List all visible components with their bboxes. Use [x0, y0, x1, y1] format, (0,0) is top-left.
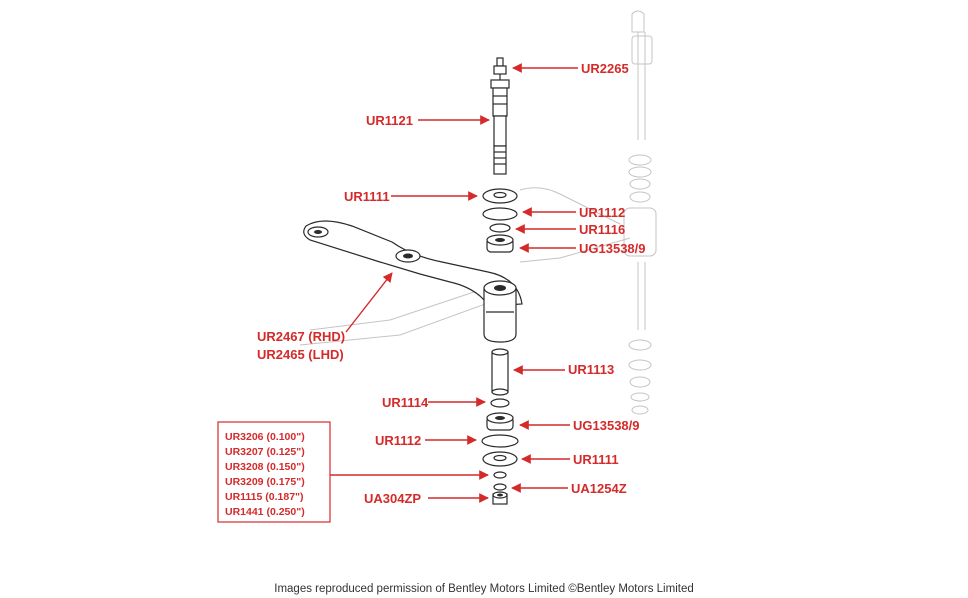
- copyright-caption: Images reproduced permission of Bentley Motors Limited ©Bentley Motors Limited: [274, 583, 694, 595]
- grease-nipple-part: [494, 58, 506, 80]
- bottom-seal-part: [482, 435, 518, 447]
- label-ur1112-bottom: UR1112: [375, 433, 422, 448]
- shim-sizes-box: [218, 422, 330, 522]
- nut-part: [493, 492, 507, 504]
- bottom-bush-part: [487, 413, 513, 430]
- label-ur1111-top: UR1111: [344, 189, 390, 204]
- label-ur2265: UR2265: [581, 61, 629, 76]
- label-ur1111-bottom: UR1111: [573, 452, 619, 467]
- lower-ring-part: [491, 399, 509, 407]
- shim-part: [494, 472, 506, 478]
- pin-part: [491, 80, 509, 174]
- label-ua304zp: UA304ZP: [364, 491, 422, 506]
- label-ua1254z: UA1254Z: [571, 481, 627, 496]
- top-seal-part: [483, 208, 517, 220]
- sleeve-part: [492, 349, 508, 395]
- label-ug13538-bottom: UG13538/9: [573, 418, 640, 433]
- label-ur2467: UR2467 (RHD): [257, 329, 346, 344]
- label-ur1121: UR1121: [366, 113, 413, 128]
- top-bush-part: [487, 235, 513, 252]
- shim-size-5: UR1441 (0.250"): [225, 506, 305, 518]
- shim-size-4: UR1115 (0.187"): [225, 491, 304, 503]
- shim-size-3: UR3209 (0.175"): [225, 476, 305, 488]
- shim-size-2: UR3208 (0.150"): [225, 461, 305, 473]
- shim-size-1: UR3207 (0.125"): [225, 446, 305, 458]
- shim-size-0: UR3206 (0.100"): [225, 431, 305, 443]
- label-ur1114: UR1114: [382, 395, 429, 410]
- label-ur1116: UR1116: [579, 222, 626, 237]
- spring-washer-part: [494, 484, 506, 490]
- label-ug13538-top: UG13538/9: [579, 241, 646, 256]
- label-ur2465: UR2465 (LHD): [257, 347, 344, 362]
- label-ur1112-top: UR1112: [579, 205, 626, 220]
- ring-part: [490, 224, 510, 232]
- label-ur1113: UR1113: [568, 362, 615, 377]
